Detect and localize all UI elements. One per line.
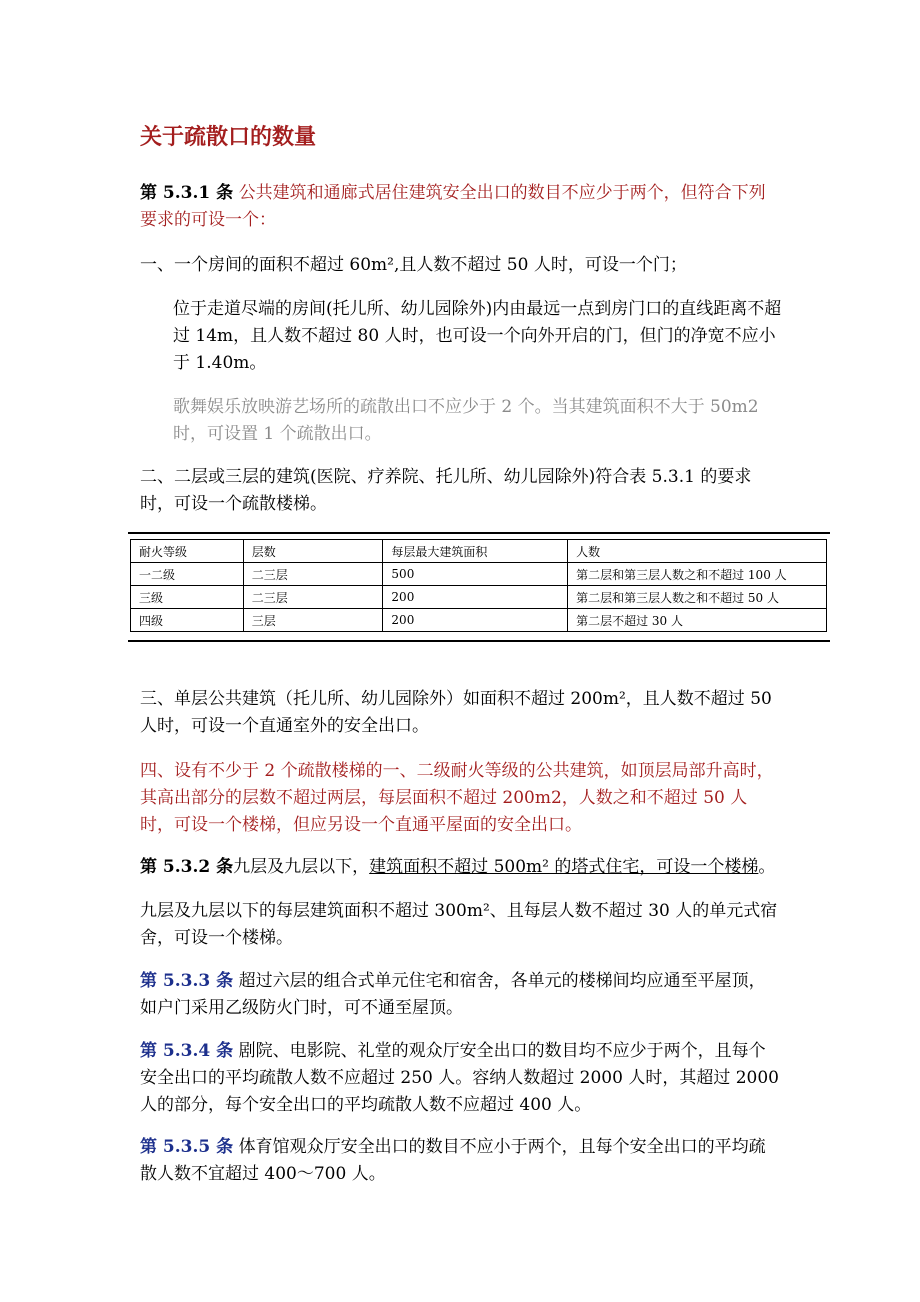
table-row <box>131 586 827 609</box>
page-title: 关于疏散口的数量 <box>140 124 317 150</box>
item-1-sub: 位于走道尽端的房间(托儿所、幼儿园除外)内由最远一点到房门口的直线距离不超过 14m，且人数不超过 80 人时，也可设一个向外开启的门，但门的净宽不应小于 1.40m。 <box>173 299 782 373</box>
table-row <box>131 563 827 586</box>
item-2: 二、二层或三层的建筑(医院、疗养院、托儿所、幼儿园除外)符合表 5.3.1 的要求时，可设一个疏散楼梯。 <box>140 467 752 514</box>
table-header-cell: 层数 <box>243 540 383 563</box>
item-1: 一、一个房间的面积不超过 60m²,且人数不超过 50 人时，可设一个门； <box>140 255 687 275</box>
table-row <box>131 609 827 632</box>
article-label: 第 5.3.1 条 <box>140 183 234 203</box>
table-cell: 200 <box>383 609 568 632</box>
article-label: 第 5.3.4 条 <box>140 1041 234 1061</box>
table-header-cell: 耐火等级 <box>131 540 244 563</box>
item-4: 四、设有不少于 2 个疏散楼梯的一、二级耐火等级的公共建筑，如顶层局部升高时，其高出部分的层数不超过两层，每层面积不超过 200m2，人数之和不超过 50 人时，可设一个楼梯，但应另设一个直通平屋面的安全出口。 <box>140 761 774 835</box>
article-5-3-3 <box>140 968 780 1022</box>
table-cell: 第二层和第三层人数之和不超过 100 人 <box>568 563 827 586</box>
article-5-3-5 <box>140 1134 780 1188</box>
table-cell: 二三层 <box>243 586 383 609</box>
item-1-note: 歌舞娱乐放映游艺场所的疏散出口不应少于 2 个。当其建筑面积不大于 50m2 时，可设置 1 个疏散出口。 <box>173 397 759 444</box>
table-cell: 第二层和第三层人数之和不超过 50 人 <box>568 586 827 609</box>
table-header-row <box>131 540 827 563</box>
table-5-3-1 <box>128 532 830 642</box>
table-cell: 三级 <box>131 586 244 609</box>
table-header-cell: 人数 <box>568 540 827 563</box>
article-text-underlined: 建筑面积不超过 500m² 的塔式住宅，可设一个楼梯 <box>369 857 759 877</box>
fire-rating-table <box>130 539 827 632</box>
article-5-3-1 <box>140 180 780 234</box>
article-label: 第 5.3.5 条 <box>140 1137 234 1157</box>
table-cell: 二三层 <box>243 563 383 586</box>
table-cell: 四级 <box>131 609 244 632</box>
table-cell: 一二级 <box>131 563 244 586</box>
item-3: 三、单层公共建筑（托儿所、幼儿园除外）如面积不超过 200m²，且人数不超过 50 人时，可设一个直通室外的安全出口。 <box>140 689 772 736</box>
article-5-3-2 <box>140 854 780 881</box>
table-header-cell: 每层最大建筑面积 <box>383 540 568 563</box>
article-5-3-2-para: 九层及九层以下的每层建筑面积不超过 300m²、且每层人数不超过 30 人的单元式宿舍，可设一个楼梯。 <box>140 901 778 948</box>
table-cell: 三层 <box>243 609 383 632</box>
table-cell: 500 <box>383 563 568 586</box>
article-text: 超过六层的组合式单元住宅和宿舍，各单元的楼梯间均应通至平屋顶，如户门采用乙级防火门时，可不通至屋顶。 <box>140 971 766 1018</box>
article-5-3-4 <box>140 1038 780 1119</box>
table-cell: 200 <box>383 586 568 609</box>
table-cell: 第二层不超过 30 人 <box>568 609 827 632</box>
article-text: 公共建筑和通廊式居住建筑安全出口的数目不应少于两个，但符合下列要求的可设一个： <box>140 183 766 230</box>
article-label: 第 5.3.3 条 <box>140 971 234 991</box>
article-text-end: 。 <box>758 857 776 877</box>
article-text: 体育馆观众厅安全出口的数目不应小于两个，且每个安全出口的平均疏散人数不宜超过 400～700 人。 <box>140 1137 766 1184</box>
article-text: 九层及九层以下， <box>233 857 370 877</box>
article-label: 第 5.3.2 条 <box>140 857 234 877</box>
article-text: 剧院、电影院、礼堂的观众厅安全出口的数目均不应少于两个，且每个安全出口的平均疏散人数不应超过 250 人。容纳人数超过 2000 人时，其超过 2000 人的部分，每个安全出口的平均疏散人数不应超过 400 人。 <box>140 1041 779 1115</box>
